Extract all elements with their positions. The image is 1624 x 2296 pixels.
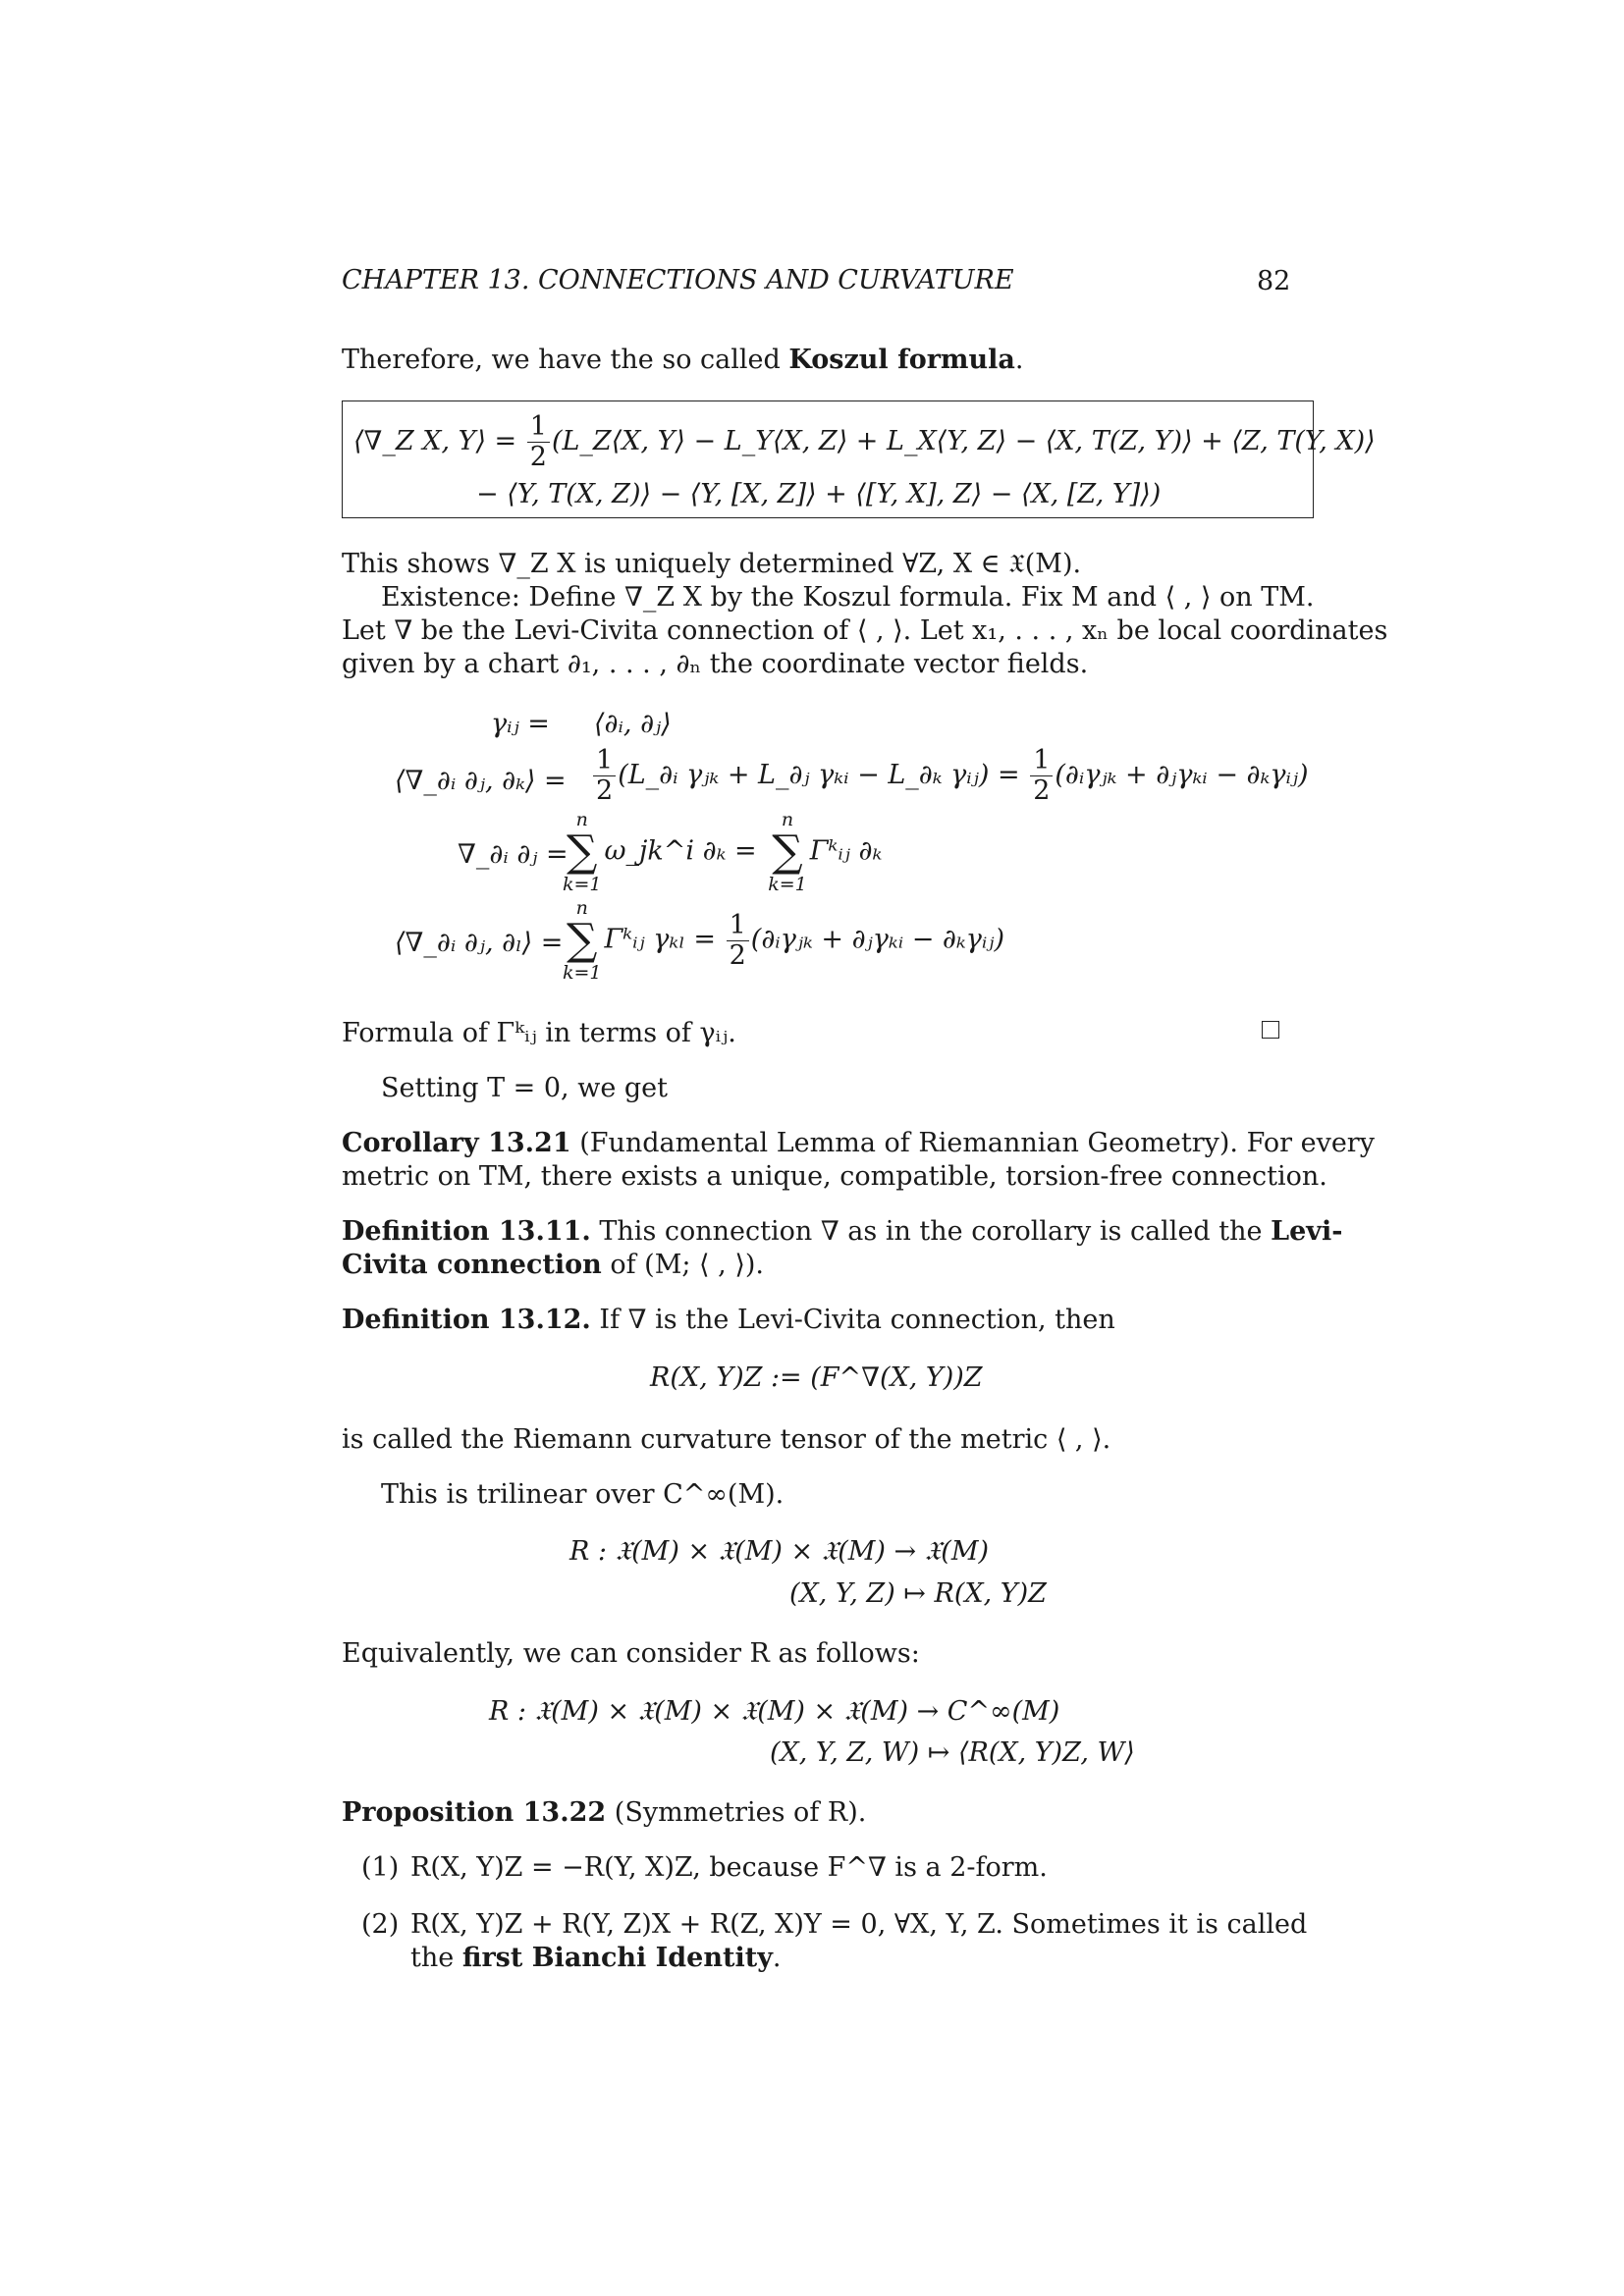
- list-item-text: R(X, Y)Z = −R(Y, X)Z, because F^∇ is a 2-form.: [410, 1852, 1048, 1883]
- riemann-tensor-line: is called the Riemann curvature tensor of the metric ⟨ , ⟩.: [342, 1424, 1111, 1455]
- existence-line-2: Let ∇ be the Levi-Civita connection of ⟨ , ⟩. Let x₁, . . . , xₙ be local coordinates: [342, 615, 1388, 646]
- eq4-body: n ∑ k=1 Γᵏᵢⱼ γₖₗ = $\frac{1}{2}$ (∂ᵢγⱼₖ + ∂ⱼγₖᵢ − ∂ₖγᵢⱼ): [563, 897, 1004, 984]
- map2-line-2: (X, Y, Z, W) ↦ ⟨R(X, Y)Z, W⟩: [770, 1737, 1135, 1768]
- proposition-label: Proposition 13.22: [342, 1797, 607, 1828]
- eq-gamma-rhs: ⟨∂ᵢ, ∂ⱼ⟩: [594, 709, 672, 739]
- page-number: 82: [1257, 266, 1291, 296]
- fraction-half: $\frac{1}{2}$: [727, 911, 749, 971]
- trilinear-line: This is trilinear over C^∞(M).: [381, 1479, 785, 1510]
- list-item-text: R(X, Y)Z + R(Y, Z)X + R(Z, X)Y = 0, ∀X, Y, Z. Sometimes it is called: [410, 1909, 1308, 1940]
- koszul-term: Koszul formula: [788, 345, 1015, 375]
- fraction-half: $\frac{1}{2}$: [527, 412, 550, 472]
- proposition-line: Proposition 13.22 (Symmetries of R).: [342, 1797, 867, 1828]
- corollary-label: Corollary 13.21: [342, 1128, 571, 1158]
- koszul-line-1: ⟨∇_Z X, Y⟩ = $\frac{1}{2}$ (L_Z⟨X, Y⟩ − L_Y⟨X, Z⟩ + L_X⟨Y, Z⟩ − ⟨X, T(Z, Y)⟩ + ⟨Z, T(Y, X)⟩: [353, 411, 1376, 472]
- koszul-line-2: − ⟨Y, T(X, Z)⟩ − ⟨Y, [X, Z]⟩ + ⟨[Y, X], Z⟩ − ⟨X, [Z, Y]⟩): [476, 479, 1162, 509]
- map1-line-1: R : 𝔛(M) × 𝔛(M) × 𝔛(M) → 𝔛(M): [569, 1536, 990, 1567]
- uniqueness-line: This shows ∇_Z X is uniquely determined ∀Z, X ∈ 𝔛(M).: [342, 549, 1082, 579]
- existence-line-1: Existence: Define ∇_Z X by the Koszul formula. Fix M and ⟨ , ⟩ on TM.: [381, 582, 1315, 613]
- formula-line: Formula of Γᵏᵢⱼ in terms of γᵢⱼ.: [342, 1018, 736, 1048]
- definition-1312-line: Definition 13.12. If ∇ is the Levi-Civita connection, then: [342, 1305, 1115, 1335]
- eq-gamma-lhs: γᵢⱼ =: [491, 709, 550, 739]
- eq4-lhs: ⟨∇_∂ᵢ ∂ⱼ, ∂ₗ⟩ =: [395, 928, 564, 958]
- eq2-lhs: ⟨∇_∂ᵢ ∂ⱼ, ∂ₖ⟩ =: [395, 766, 567, 796]
- map1-line-2: (X, Y, Z) ↦ R(X, Y)Z: [789, 1578, 1047, 1609]
- definition-1311-label: Definition 13.11.: [342, 1216, 591, 1247]
- equivalently-line: Equivalently, we can consider R as follows:: [342, 1638, 920, 1669]
- intro-paragraph: Therefore, we have the so called Koszul formula.: [342, 345, 1024, 375]
- qed-square-icon: [1262, 1021, 1279, 1039]
- existence-line-3: given by a chart ∂₁, . . . , ∂ₙ the coordinate vector fields.: [342, 649, 1089, 679]
- definition-1311-line-1: Definition 13.11. This connection ∇ as in the corollary is called the Levi-: [342, 1216, 1343, 1247]
- summation: n ∑ k=1: [563, 897, 602, 984]
- list-item-number: (2): [361, 1909, 400, 1940]
- list-item-number: (1): [361, 1852, 400, 1883]
- definition-1311-line-2: Civita connection of (M; ⟨ , ⟩).: [342, 1250, 764, 1280]
- fraction-half: $\frac{1}{2}$: [1030, 746, 1053, 806]
- bianchi-identity-term: first Bianchi Identity: [461, 1943, 773, 1973]
- definition-1312-label: Definition 13.12.: [342, 1305, 591, 1335]
- setting-line: Setting T = 0, we get: [381, 1073, 668, 1103]
- eq3-lhs: ∇_∂ᵢ ∂ⱼ =: [458, 839, 568, 870]
- curvature-definition-eq: R(X, Y)Z := (F^∇(X, Y))Z: [650, 1362, 983, 1393]
- map2-line-1: R : 𝔛(M) × 𝔛(M) × 𝔛(M) × 𝔛(M) → C^∞(M): [489, 1696, 1060, 1727]
- chapter-header: CHAPTER 13. CONNECTIONS AND CURVATURE: [342, 265, 1014, 295]
- summation: n ∑ k=1: [563, 809, 602, 895]
- fraction-half: $\frac{1}{2}$: [593, 746, 616, 806]
- corollary-line-1: Corollary 13.21 (Fundamental Lemma of Riemannian Geometry). For every: [342, 1128, 1375, 1158]
- corollary-line-2: metric on TM, there exists a unique, compatible, torsion-free connection.: [342, 1161, 1327, 1192]
- eq3-body: n ∑ k=1 ω_jk^i ∂ₖ = n ∑ k=1 Γᵏᵢⱼ ∂ₖ: [563, 809, 883, 895]
- eq2-body: $\frac{1}{2}$ (L_∂ᵢ γⱼₖ + L_∂ⱼ γₖᵢ − L_∂ₖ γᵢⱼ) = $\frac{1}{2}$ (∂ᵢγⱼₖ + ∂ⱼγₖᵢ − ∂ₖγᵢⱼ): [591, 746, 1309, 806]
- summation: n ∑ k=1: [768, 809, 807, 895]
- list-item-text-continued: the first Bianchi Identity.: [410, 1943, 782, 1973]
